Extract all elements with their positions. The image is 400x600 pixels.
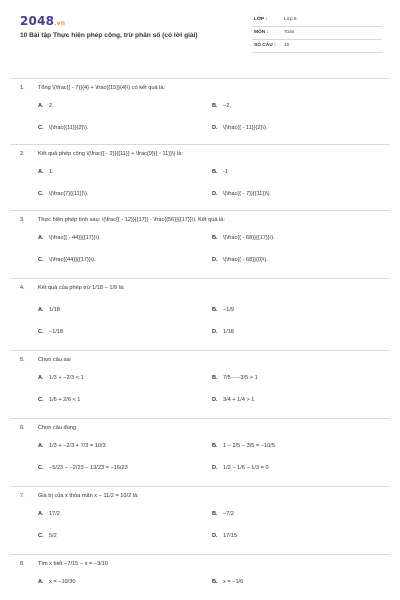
option-b[interactable]: B. x = −1/6 [212, 579, 244, 585]
option-b[interactable]: B. −7/2 [212, 511, 235, 517]
meta-row-count [252, 40, 382, 53]
question-text: Thực hiện phép tính sau: \(\frac{{ - 12}}{{17}} - \frac{{56}}{{17}}\). Kết quả là: [38, 217, 225, 223]
question-text: Kết quả của phép trừ 1/18 − 1/9 là: [38, 285, 125, 291]
meta-row-subject [252, 27, 382, 40]
question-number: 7. [20, 493, 25, 499]
option-d[interactable]: D. \(\frac{{ - 7}}{{11}}\). [212, 191, 272, 197]
question-number: 3. [20, 217, 25, 223]
divider [10, 418, 390, 419]
question-8 [0, 554, 400, 600]
question-text: Chọn câu sai [38, 357, 71, 363]
meta-table [252, 14, 382, 53]
divider [10, 144, 390, 145]
option-d[interactable]: D. 17/15 [212, 533, 237, 539]
divider [10, 278, 390, 279]
option-b[interactable]: B. −2. [212, 103, 231, 109]
question-3 [0, 210, 400, 274]
question-text: Tổng \(\frac{{ - 7}}{4} + \frac{{15}}{4}\) có kết quả là: [38, 85, 166, 91]
question-6 [0, 418, 400, 484]
option-c[interactable]: C. −5/23 − −2/23 − 13/23 = −16/23 [38, 465, 128, 471]
option-d[interactable]: D. \(\frac{{ - 11}}{2}\). [212, 125, 268, 131]
question-2 [0, 144, 400, 208]
option-b[interactable]: B. −1/9 [212, 307, 235, 313]
divider [10, 554, 390, 555]
meta-label: LỚP : [254, 17, 268, 22]
divider [10, 210, 390, 211]
meta-value: 10 [284, 43, 290, 48]
option-a[interactable]: A. x = −10/30 [38, 579, 76, 585]
divider [10, 78, 390, 79]
question-number: 5. [20, 357, 25, 363]
meta-label: MÔN : [254, 30, 269, 35]
question-7 [0, 486, 400, 552]
option-a[interactable]: A. 17/2 [38, 511, 60, 517]
question-number: 1. [20, 85, 25, 91]
option-a[interactable]: A. \(\frac{{ - 44}}{{17}}\). [38, 235, 101, 241]
question-number: 2. [20, 151, 25, 157]
option-c[interactable]: C. 1/6 + 2/6 < 1 [38, 397, 81, 403]
meta-row-class [252, 14, 382, 27]
option-c[interactable]: C. −1/18 [38, 329, 64, 335]
option-b[interactable]: B. -1 [212, 169, 228, 175]
question-number: 6. [20, 425, 25, 431]
option-c[interactable]: C. \(\frac{7}{{11}}\). [38, 191, 89, 197]
divider [10, 486, 390, 487]
option-d[interactable]: D. 1/2 − 1/6 − 1/3 = 0 [212, 465, 269, 471]
option-a[interactable]: A. 1. [38, 169, 54, 175]
divider [10, 350, 390, 351]
option-b[interactable]: B. 1 − 2/5 − 3/5 = −10/5 [212, 443, 275, 449]
page-title: 10 Bài tập Thực hiện phép cộng, trừ phân số (có lời giải) [20, 32, 198, 39]
option-c[interactable]: C. 5/2 [38, 533, 57, 539]
question-1 [0, 78, 400, 142]
question-text: Tìm x biết −7/15 − x = −3/10 [38, 561, 108, 567]
option-d[interactable]: D. 1/18 [212, 329, 234, 335]
option-a[interactable]: A. 1/18 [38, 307, 60, 313]
question-text: Kết quả phép cộng \(\frac{{ - 2}}{{11}} + \frac{9}{{ - 11}}\) là: [38, 151, 183, 157]
question-text: Giá trị của x thỏa mãn x − 11/2 = 10/2 là: [38, 493, 139, 499]
page-header [0, 0, 400, 68]
option-a[interactable]: A. 2. [38, 103, 54, 109]
meta-value: Lớp 6 [284, 17, 297, 22]
question-4 [0, 278, 400, 348]
option-d[interactable]: D. \(\frac{{ - 68}}{0}\). [212, 257, 268, 263]
meta-label: SỐ CÂU : [254, 43, 276, 48]
question-number: 4. [20, 285, 25, 291]
option-d[interactable]: D. 3/4 + 1/4 > 1 [212, 397, 255, 403]
option-a[interactable]: A. 1/3 + −2/3 < 1 [38, 375, 84, 381]
question-text: Chọn câu đúng [38, 425, 76, 431]
option-c[interactable]: C. \(\frac{{44}}{{17}}\). [38, 257, 96, 263]
option-b[interactable]: B. 7/5 − −3/5 > 1 [212, 375, 258, 381]
question-number: 8. [20, 561, 25, 567]
option-a[interactable]: A. 1/3 + −2/3 + 7/3 = 10/3 [38, 443, 106, 449]
question-5 [0, 350, 400, 416]
option-b[interactable]: B. \(\frac{{ - 68}}{{17}}\). [212, 235, 275, 241]
option-c[interactable]: C. \(\frac{{11}}{2}\). [38, 125, 89, 131]
meta-value: Toán [284, 30, 295, 35]
site-logo[interactable]: 2048.vn [20, 14, 66, 28]
